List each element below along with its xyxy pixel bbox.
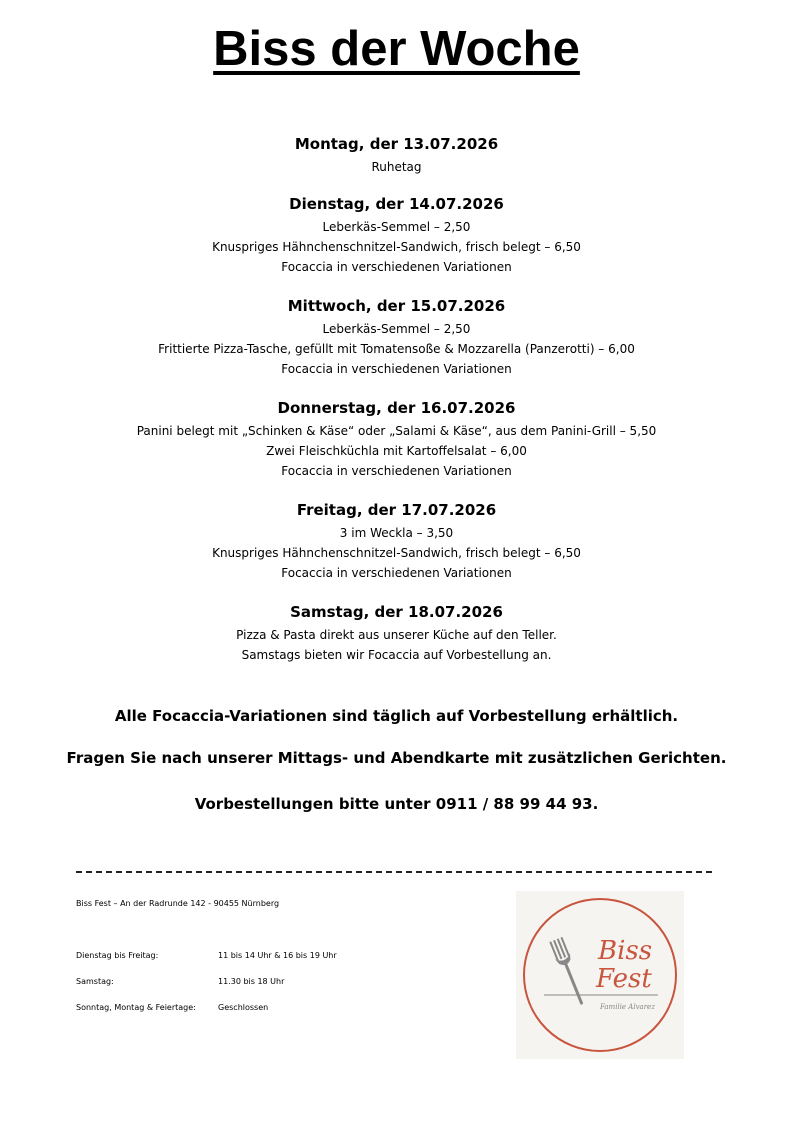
- day-heading: Montag, der 13.07.2026: [294, 135, 499, 153]
- footer-address: Biss Fest – An der Radrunde 142 - 90455 Nürnberg: [76, 899, 280, 908]
- day-saturday: [0, 599, 793, 665]
- menu-item: Focaccia in verschiedenen Variationen: [281, 260, 512, 274]
- day-friday: [0, 497, 793, 599]
- weekly-menu: [0, 131, 793, 665]
- menu-card-notice: Fragen Sie nach unserer Mittags- und Abendkarte mit zusätzlichen Gerichten.: [66, 749, 727, 767]
- day-heading: Dienstag, der 14.07.2026: [289, 195, 504, 213]
- menu-item: Focaccia in verschiedenen Variationen: [281, 362, 512, 376]
- hours-value: 11.30 bis 18 Uhr: [218, 977, 285, 986]
- day-wednesday: [0, 293, 793, 395]
- menu-item: Frittierte Pizza-Tasche, gefüllt mit Tomatensoße & Mozzarella (Panzerotti) – 6,00: [158, 342, 635, 356]
- menu-item: Zwei Fleischküchla mit Kartoffelsalat – 6,00: [266, 444, 527, 458]
- logo-word-fest: Fest: [596, 964, 652, 994]
- menu-item: Leberkäs-Semmel – 2,50: [322, 220, 471, 234]
- focaccia-notice: Alle Focaccia-Variationen sind täglich auf Vorbestellung erhältlich.: [114, 707, 679, 725]
- fork-icon: [548, 937, 589, 1008]
- menu-item: Samstags bieten wir Focaccia auf Vorbestellung an.: [241, 648, 552, 662]
- day-thursday: [0, 395, 793, 497]
- preorder-phone-notice: Vorbestellungen bitte unter 0911 / 88 99 44 93.: [194, 795, 599, 813]
- logo-word-biss: Biss: [598, 936, 653, 966]
- day-heading: Mittwoch, der 15.07.2026: [287, 297, 506, 315]
- dashed-divider: [76, 871, 712, 873]
- biss-fest-logo: [516, 891, 684, 1059]
- menu-item: Ruhetag: [371, 160, 422, 174]
- menu-item: Focaccia in verschiedenen Variationen: [281, 464, 512, 478]
- day-heading: Samstag, der 18.07.2026: [290, 603, 503, 621]
- menu-item: Knuspriges Hähnchenschnitzel-Sandwich, frisch belegt – 6,50: [212, 546, 581, 560]
- logo-graphic: [516, 891, 684, 1059]
- menu-item: Knuspriges Hähnchenschnitzel-Sandwich, frisch belegt – 6,50: [212, 240, 581, 254]
- day-heading: Freitag, der 17.07.2026: [296, 501, 497, 519]
- menu-item: Leberkäs-Semmel – 2,50: [322, 322, 471, 336]
- day-tuesday: [0, 191, 793, 293]
- page-title: Biss der Woche: [213, 22, 580, 76]
- hours-label: Sonntag, Montag & Feiertage:: [76, 1003, 196, 1012]
- hours-label: Dienstag bis Freitag:: [76, 951, 159, 960]
- hours-value: Geschlossen: [218, 1003, 269, 1012]
- menu-item: Focaccia in verschiedenen Variationen: [281, 566, 512, 580]
- hours-label: Samstag:: [76, 977, 114, 986]
- day-heading: Donnerstag, der 16.07.2026: [277, 399, 516, 417]
- day-monday: [0, 131, 793, 191]
- logo-tagline: Familie Alvarez: [600, 1003, 655, 1011]
- menu-item: Pizza & Pasta direkt aus unserer Küche auf den Teller.: [236, 628, 557, 642]
- menu-item: Panini belegt mit „Schinken & Käse“ oder „Salami & Käse“, aus dem Panini-Grill – 5,50: [136, 424, 657, 438]
- menu-item: 3 im Weckla – 3,50: [339, 526, 454, 540]
- hours-value: 11 bis 14 Uhr & 16 bis 19 Uhr: [218, 951, 337, 960]
